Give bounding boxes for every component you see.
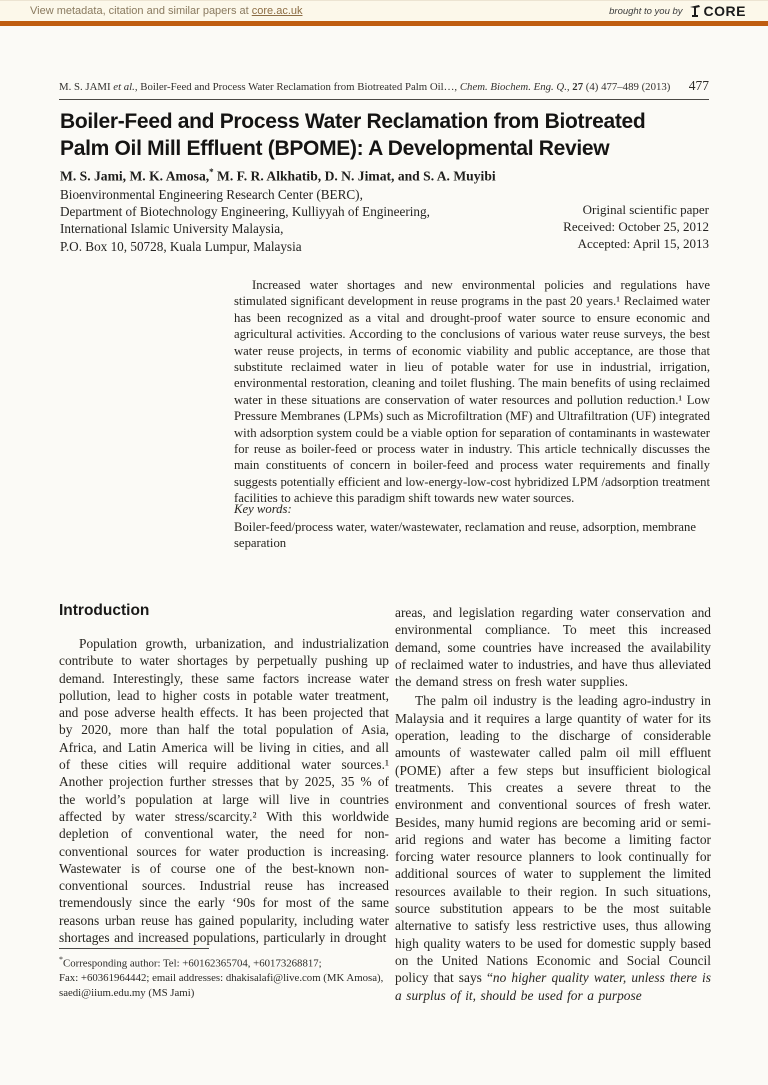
banner-brought-group (609, 4, 746, 18)
running-head (59, 78, 709, 100)
article-title (60, 109, 680, 162)
affiliation-line: Bioenvironmental Engineering Research Center (BERC), (60, 187, 363, 202)
running-head-title: , Boiler-Feed and Process Water Reclamation from Biotreated Palm Oil…, (134, 81, 460, 93)
introduction-paragraph-2-text: The palm oil industry is the leading agro-industry in Malaysia and it requires a large quantity of water for its operation, leading to the discharge of considerable amounts of wastewater called palm oil mill effluent (POME) after a few steps but insufficient biological treatments. This creates a severe threat to the environment and conventional sources of fresh water. Besides, many humid regions are becoming arid or semi-arid regions and water has become a limiting factor forcing water resource planners to look continually for additional sources of water to supplement the limited resources available to their region. In such situations, source substitution appears to be the most suitable alternative to satisfy less restrictive uses, thus allowing high quality waters to be used for domestic supply based on the United Nations Economic and Social Council policy that says “ (395, 693, 711, 986)
introduction-paragraph-1: Population growth, urbanization, and industrialization contribute to water shortages by perpetually pushing up demand. Interestingly, these same factors increase water pollution, lead to higher costs in potable water treatment, and pose adverse health effects. It has been projected that by 2020, more than half the total population of Asia, Africa, and Latin America will be living in cities, and all of these cities will require additional water sources.¹ Another projection further stresses that by 2025, 35 % of the world’s population at large will live in countries affected by water stress/scarcity.² With this worldwide depletion of conventional water, the need for non-conventional sources for water production is increasing. Wastewater is of course one of the best-known non-conventional sources. Industrial reuse has increased tremendously since the early ‘90s for most of the same reasons urban reuse has gained popularity, including water shortages and increased populations, particularly in drought (59, 636, 389, 946)
banner-message (30, 5, 303, 17)
banner-message-text: View metadata, citation and similar papers at (30, 5, 252, 17)
core-ac-uk-link[interactable]: core.ac.uk (251, 5, 303, 17)
running-head-citation (59, 81, 670, 93)
running-head-issue: (4) 477–489 (2013) (583, 81, 671, 93)
corresponding-author-asterisk: * (209, 167, 214, 177)
core-banner (0, 0, 768, 21)
keywords-text: Boiler-feed/process water, water/wastewater, reclamation and reuse, adsorption, membrane separation (234, 519, 696, 550)
authors-part2: M. F. R. Alkhatib, D. N. Jimat, and S. A. Muyibi (213, 168, 496, 184)
keywords-block (234, 501, 710, 552)
footnote-asterisk: * (59, 955, 63, 964)
authors-part1: M. S. Jami, M. K. Amosa, (60, 168, 210, 184)
introduction-paragraph-2 (395, 692, 711, 1003)
running-head-volume: 27 (572, 81, 584, 93)
abstract (234, 277, 710, 507)
article-title-line2: Palm Oil Mill Effluent (BPOME): A Developmental Review (60, 136, 610, 160)
corresponding-author-footnote (59, 948, 393, 1000)
un-policy-quote: no higher quality water, unless there is a surplus of it, should be used for a purpose (395, 970, 711, 1003)
footnote-divider (59, 948, 209, 949)
right-column (395, 604, 711, 1004)
accepted-date: Accepted: April 15, 2013 (577, 236, 709, 252)
running-head-et-al: et al. (113, 81, 135, 93)
affiliation-block (60, 186, 460, 255)
received-date: Received: October 25, 2012 (563, 219, 709, 235)
running-head-journal: Chem. Biochem. Eng. Q., (459, 81, 573, 93)
page-number: 477 (688, 78, 709, 93)
core-logo-text: CORE (703, 3, 746, 19)
article-type: Original scientific paper (582, 202, 709, 217)
banner-accent-bar (0, 21, 768, 26)
core-logo[interactable] (689, 4, 746, 18)
article-info-block (420, 201, 709, 253)
running-head-authors: M. S. JAMI (59, 81, 114, 93)
affiliation-line: P.O. Box 10, 50728, Kuala Lumpur, Malaysia (60, 238, 302, 254)
footnote-line2: Fax: +60361964442; email addresses: dhakisalafi@live.com (MK Amosa), (59, 972, 384, 985)
introduction-paragraph-1-continued: areas, and legislation regarding water conservation and environmental compliance. To meet this increased demand, some countries have increased the availability of reclaimed water to industries, and have thus alleviated the demand stress on fresh water supplies. (395, 605, 711, 690)
affiliation-line: Department of Biotechnology Engineering, Kulliyyah of Engineering, (60, 204, 430, 220)
left-column (59, 602, 389, 946)
keywords-label: Key words: (234, 502, 292, 516)
brought-to-you-by-label: brought to you by (609, 5, 683, 17)
abstract-text: Increased water shortages and new environmental policies and regulations have stimulated significant development in reuse programs in the past 20 years.¹ Reclaimed water has been recognized as a vital and drought-proof water source to ensure economic and agricultural activities. According to the conclusions of various water reuse surveys, the best water reuse projects, in terms of economic viability and public acceptance, are those that substitute reclaimed water in lieu of potable water for use in industrial, irrigation, environmental restoration, cleaning and toilet flushing. The main benefits of using reclaimed water in these situations are conservation of water resources and pollution reduction.¹ Low Pressure Membranes (LPMs) such as Microfiltration (MF) and Ultrafiltration (UF) integrated with adsorption system could be a viable option for separation of contaminants in wastewater for reuse as boiler-feed or process water in industry. This article technically discusses the main constituents of concern in boiler-feed and process water requirements and finally suggests potentially efficient and low-energy-low-cost hybridized LPM /adsorption treatment facilities to achieve this paradigm shift towards new water sources. (234, 278, 710, 506)
section-heading-introduction: Introduction (59, 602, 150, 619)
footnote-line3: saedi@iium.edu.my (MS Jami) (59, 986, 195, 999)
footnote-line1: Corresponding author: Tel: +60162365704, +60173268817; (63, 957, 322, 970)
affiliation-line: International Islamic University Malaysia, (60, 221, 284, 237)
authors-line (60, 167, 680, 185)
footnote-text (59, 953, 393, 1000)
article-title-line1: Boiler-Feed and Process Water Reclamation from Biotreated (60, 110, 646, 133)
core-drill-icon (689, 5, 702, 18)
